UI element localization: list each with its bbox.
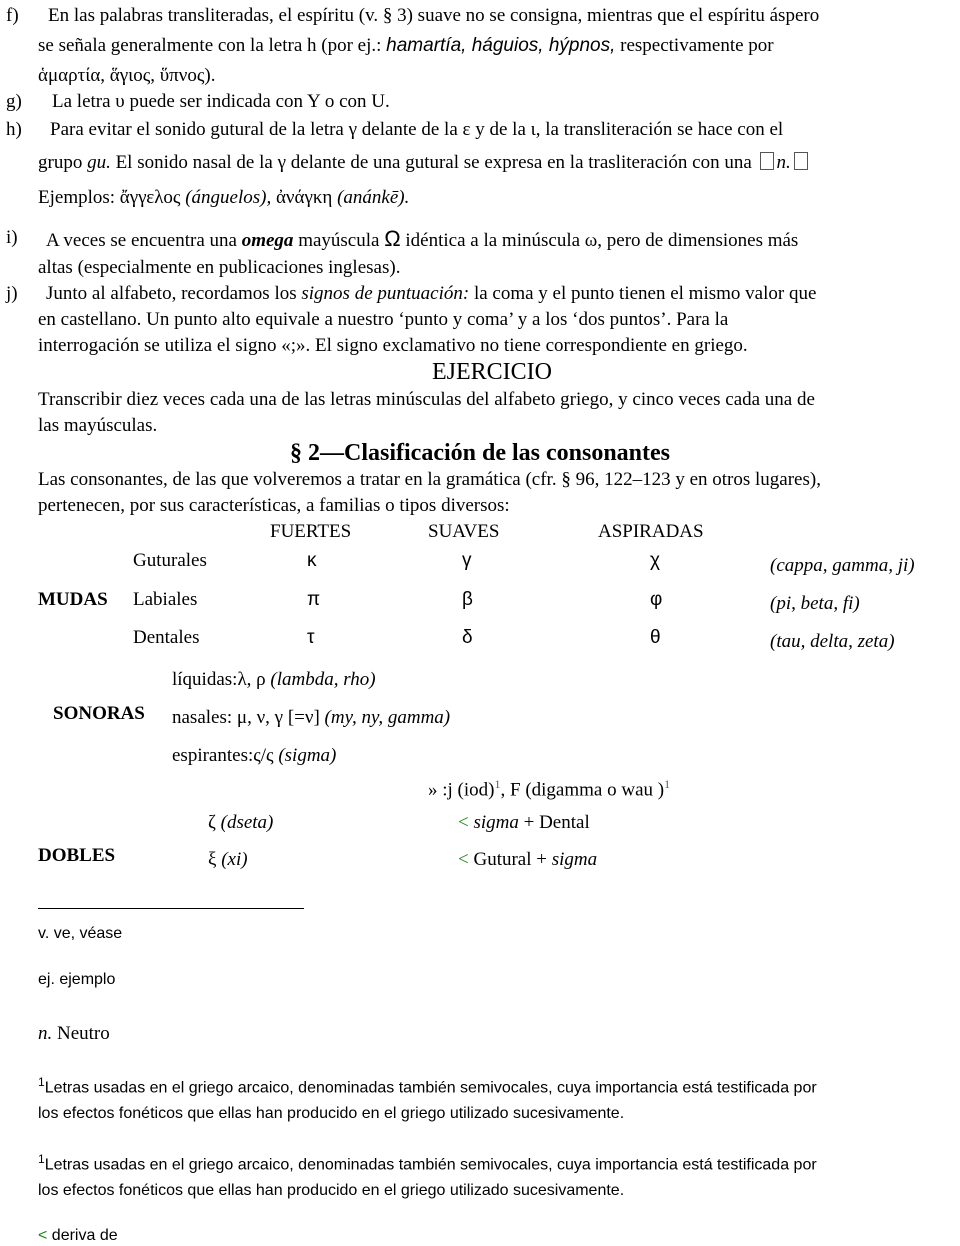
derivation-mark: < [458,849,469,870]
table-header-suaves: SUAVES [428,521,500,542]
footnote-1-line1: $^1$Letras usadas en el griego arcaico, denominadas también semivocales, cuya importancia está testificada por [38,1075,817,1097]
dobles-label: DOBLES [38,845,116,866]
item-i-marker: i) [6,227,18,248]
item-j-line2: en castellano. Un punto alto equivale a nuestro ‘punto y coma’ y a los ‘dos puntos’. Para la [38,309,729,330]
footnote-n: n. Neutro [38,1023,110,1044]
footnote-ref-2[interactable]: 1 [664,777,671,791]
table-row-dentales-suave: δ [462,627,473,648]
sonoras-nasales: nasales: μ, ν, γ [=ν] (my, ny, gamma) [172,707,451,728]
item-h-line3: Ejemplos: ἄγγελος (ánguelos), ἀνάγκη (anánkē). [38,187,410,208]
item-j-line1: Junto al alfabeto, recordamos los signos de puntuación: la coma y el punto tienen el mismo valor que [46,283,817,304]
item-h-line2: grupo gu. El sonido nasal de la γ delante de una gutural se expresa en la trasliteración con una n. [38,152,811,172]
sonoras-extra: » :j (iod)$^1$, F (digamma o wau )$^1$ [428,777,671,801]
sonoras-espirantes: espirantes:ς/ς (sigma) [172,745,337,766]
derivation-mark: < [458,812,469,833]
table-row-labiales-fuerte: π [307,589,321,610]
footnote-ej: ej. ejemplo [38,971,116,988]
table-row-guturales-suave: γ [462,550,472,571]
table-row-labiales-names: (pi, beta, fi) [770,593,860,614]
dobles-zeta: ζ (dseta) [208,812,274,833]
table-row-dentales-fuerte: τ [307,627,315,648]
table-row-guturales-label: Guturales [133,550,207,571]
section-title: § 2—Clasificación de las consonantes [290,440,671,466]
footnote-ref-1[interactable]: 1 [494,777,501,791]
item-j-marker: j) [6,283,18,304]
footnote-2-line2: los efectos fonéticos que ellas han producido en el griego utilizado sucesivamente. [38,1182,625,1199]
item-g-marker: g) [6,91,22,112]
item-i-line1: A veces se encuentra una omega mayúscula Ω idéntica a la minúscula ω, pero de dimensiones más [46,226,799,251]
exercise-line1: Transcribir diez veces cada una de las letras minúsculas del alfabeto griego, y cinco veces cada una de [38,389,815,410]
footnote-1-line2: los efectos fonéticos que ellas han producido en el griego utilizado sucesivamente. [38,1105,625,1122]
table-row-dentales-names: (tau, delta, zeta) [770,631,895,652]
table-row-guturales-names: (cappa, gamma, ji) [770,555,915,576]
footnote-2-line1: $^1$Letras usadas en el griego arcaico, denominadas también semivocales, cuya importancia está testificada por [38,1152,817,1174]
mudas-label: MUDAS [38,589,108,610]
table-row-dentales-label: Dentales [133,627,200,648]
section-line1: Las consonantes, de las que volveremos a tratar en la gramática (cfr. § 96, 122–123 y en otros lugares), [38,469,821,490]
table-row-labiales-label: Labiales [133,589,198,610]
exercise-line2: las mayúsculas. [38,415,158,436]
missing-glyph-box [794,152,808,170]
table-header-fuertes: FUERTES [270,521,352,542]
table-row-dentales-aspirada: θ [650,627,661,648]
table-row-guturales-fuerte: κ [307,550,317,571]
exercise-title: EJERCICIO [432,359,552,385]
footnote-deriva: < deriva de [38,1227,118,1244]
item-i-line2: altas (especialmente en publicaciones inglesas). [38,257,401,278]
table-row-guturales-aspirada: χ [650,550,660,571]
section-line2: pertenecen, por sus características, a familias o tipos diversos: [38,495,510,516]
sonoras-label: SONORAS [53,703,145,724]
item-h-line1: Para evitar el sonido gutural de la letra γ delante de la ε y de la ι, la transliteración se hace con el [50,119,784,140]
table-row-labiales-aspirada: φ [650,589,663,610]
item-f-marker: f) [6,5,19,26]
item-f-line2: se señala generalmente con la letra h (por ej.: hamartía, háguios, hýpnos, respectivamente por [38,35,774,56]
footnote-v: v. ve, véase [38,925,123,942]
table-row-labiales-suave: β [462,589,473,610]
item-f-line3: ἁμαρτία, ἅγιος, ὕπνος). [38,65,216,86]
item-f-line1: En las palabras transliteradas, el espíritu (v. § 3) suave no se consigna, mientras que el espíritu áspero [48,5,820,26]
sonoras-liquidas: líquidas:λ, ρ (lambda, rho) [172,669,376,690]
dobles-xi: ξ (xi) [208,849,248,870]
item-h-marker: h) [6,119,22,140]
item-g-text: La letra υ puede ser indicada con Y o con U. [52,91,390,112]
missing-glyph-box [760,152,774,170]
footnote-separator [38,908,304,909]
table-header-aspiradas: ASPIRADAS [598,521,704,542]
item-j-line3: interrogación se utiliza el signo «;». El signo exclamativo no tiene correspondiente en griego. [38,335,748,356]
dobles-deriv1: < sigma + Dental [458,812,590,833]
dobles-deriv2: < Gutural + sigma [458,849,598,870]
